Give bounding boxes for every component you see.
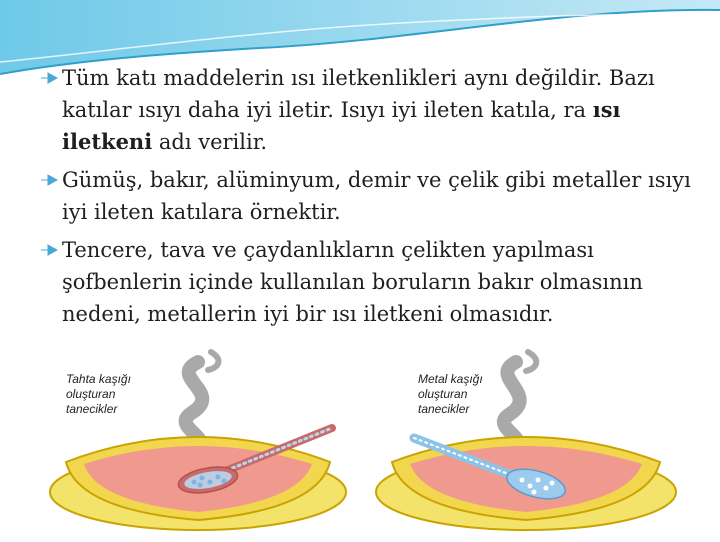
soup-bowls-illustration [48, 342, 680, 538]
wooden-spoon-label: Tahta kaşığı oluşturan tanecikler [66, 372, 131, 416]
bullet-list [40, 62, 700, 336]
bullet-marker-icon [40, 244, 58, 256]
bold-term: ısı iletkeni [62, 97, 621, 154]
bullet-text: Tüm katı maddelerin ısı iletkenlikleri aynı değildir. Bazı katılar ısıyı daha iyi iletir. Isıyı iyi ileten katıla, ra ısı iletkeni adı verilir. [62, 66, 655, 154]
bullet-text: Tencere, tava ve çaydanlıkların çelikten yapılması şofbenlerin içinde kullanılan boruların bakır olmasının nedeni, metallerin iyi bir ısı iletkeni olmasıdır. [62, 238, 643, 326]
bullet-marker-icon [40, 174, 58, 186]
bullet-item [40, 164, 700, 228]
bullet-marker-icon [40, 72, 58, 84]
bullet-item [40, 234, 700, 330]
bullet-text: Gümüş, bakır, alüminyum, demir ve çelik gibi metaller ısıyı iyi ileten katılara örnektir. [62, 168, 691, 224]
illustration-drawing [48, 342, 680, 538]
metal-spoon-label: Metal kaşığı oluşturan tanecikler [418, 372, 483, 416]
bullet-item [40, 62, 700, 158]
